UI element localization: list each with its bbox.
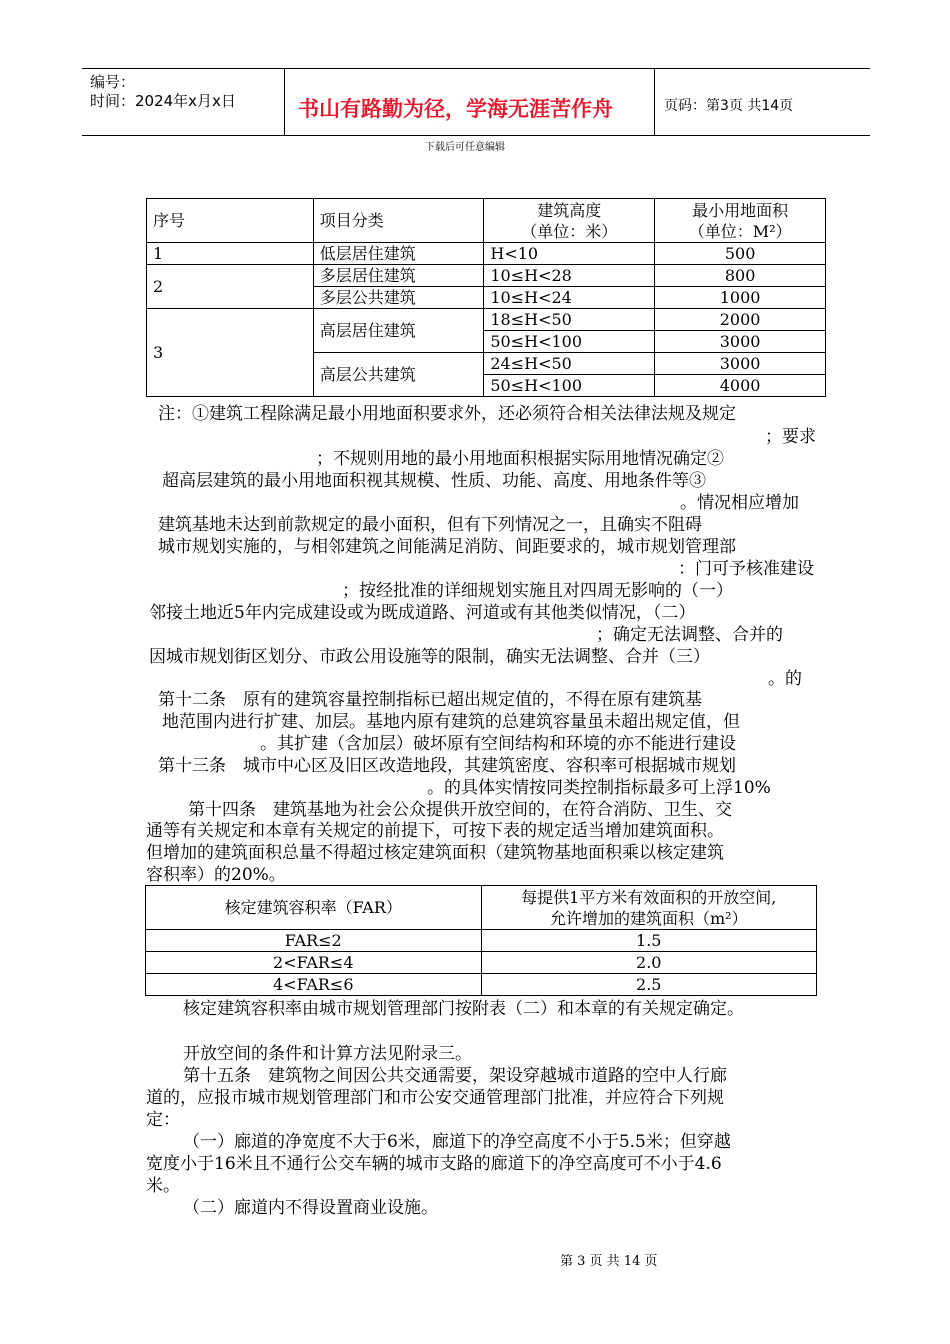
text-line: ：门可予核准建设 — [678, 559, 814, 579]
text-line: 但增加的建筑面积总量不得超过核定建筑面积（建筑物基地面积乘以核定建筑 — [146, 843, 724, 863]
text-line: ；确定无法调整、合并的 — [596, 625, 783, 645]
th-bonus: 每提供1平方米有效面积的开放空间, 允许增加的建筑面积（m²） — [481, 886, 816, 930]
text-line: 通等有关规定和本章有关规定的前提下，可按下表的规定适当增加建筑面积。 — [146, 821, 724, 841]
text-line: 地范围内进行扩建、加层。基地内原有建筑的总建筑容量虽未超出规定值，但 — [162, 712, 740, 732]
table-cell: 500 — [655, 243, 826, 265]
text-line: 定： — [146, 1110, 180, 1130]
table-cell: FAR≤2 — [146, 930, 482, 952]
table-cell: 1 — [147, 243, 314, 265]
footer-page-number: 第 3 页 共 14 页 — [560, 1254, 658, 1269]
text-line: 第十四条 建筑基地为社会公众提供开放空间的，在符合消防、卫生、交 — [188, 800, 732, 820]
text-line: 超高层建筑的最小用地面积视其规模、性质、功能、高度、用地条件等③ — [162, 471, 706, 491]
th-height: 建筑高度 （单位：米） — [484, 199, 655, 243]
text-line: 容积率）的20%。 — [146, 865, 286, 885]
table-cell: 多层公共建筑 — [313, 287, 484, 309]
table-cell: 3 — [147, 309, 314, 397]
text-line: 道的，应报市城市规划管理部门和市公安交通管理部门批准，并应符合下列规 — [146, 1088, 724, 1108]
text-line: 。其扩建（含加层）破坏原有空间结构和环境的亦不能进行建设 — [260, 734, 736, 754]
table-cell: 800 — [655, 265, 826, 287]
table-cell: 多层居住建筑 — [313, 265, 484, 287]
table-cell: 1.5 — [481, 930, 816, 952]
th-far: 核定建筑容积率（FAR） — [146, 886, 482, 930]
table-cell: 3000 — [655, 331, 826, 353]
table-cell: 2<FAR≤4 — [146, 952, 482, 974]
table-cell: H<10 — [484, 243, 655, 265]
min-area-table — [146, 198, 826, 397]
table-cell: 10≤H<24 — [484, 287, 655, 309]
table-cell: 24≤H<50 — [484, 353, 655, 375]
text-line: ；不规则用地的最小用地面积根据实际用地情况确定② — [316, 449, 724, 469]
text-line: 邻接土地近5年内完成建设或为既成道路、河道或有其他类似情况，（二） — [149, 603, 696, 623]
text-line: 第十五条 建筑物之间因公共交通需要，架设穿越城市道路的空中人行廊 — [183, 1066, 727, 1086]
text-line: 宽度小于16米且不通行公交车辆的城市支路的廊道下的净空高度可不小于4.6 — [146, 1154, 722, 1174]
text-line: 第十二条 原有的建筑容量控制指标已超出规定值的，不得在原有建筑基 — [158, 690, 702, 710]
text-line: 建筑基地未达到前款规定的最小面积，但有下列情况之一，且确实不阻碍 — [158, 515, 702, 535]
table-cell: 18≤H<50 — [484, 309, 655, 331]
table-cell: 50≤H<100 — [484, 375, 655, 397]
table-cell: 4000 — [655, 375, 826, 397]
text-line: 因城市规划街区划分、市政公用设施等的限制，确实无法调整、合并（三） — [149, 647, 710, 667]
text-line: 。情况相应增加 — [680, 493, 799, 513]
table-cell: 4<FAR≤6 — [146, 974, 482, 996]
th-seq: 序号 — [147, 199, 314, 243]
text-line: ；按经批准的详细规划实施且对四周无影响的（一） — [342, 581, 733, 601]
table-cell: 2 — [147, 265, 314, 309]
text-line: 开放空间的条件和计算方法见附录三。 — [183, 1044, 472, 1064]
table-cell: 低层居住建筑 — [313, 243, 484, 265]
text-line: （二）廊道内不得设置商业设施。 — [183, 1198, 438, 1218]
table-cell: 高层居住建筑 — [313, 309, 484, 353]
text-line: 。的 — [768, 669, 802, 689]
table-cell: 高层公共建筑 — [313, 353, 484, 397]
header-subnote: 下载后可任意编辑 — [425, 142, 505, 153]
table-cell: 3000 — [655, 353, 826, 375]
table-cell: 2.0 — [481, 952, 816, 974]
text-line: 注：①建筑工程除满足最小用地面积要求外，还必须符合相关法律法规及规定 — [158, 404, 736, 424]
doc-date-label: 时间：2024年x月x日 — [90, 92, 236, 110]
doc-number-label: 编号： — [90, 73, 136, 91]
th-area: 最小用地面积 （单位：M²） — [655, 199, 826, 243]
text-line: 。的具体实情按同类控制指标最多可上浮10% — [427, 778, 771, 798]
text-line: （一）廊道的净宽度不大于6米，廊道下的净空高度不小于5.5米；但穿越 — [183, 1132, 731, 1152]
th-category: 项目分类 — [313, 199, 484, 243]
text-line: 第十三条 城市中心区及旧区改造地段，其建筑密度、容积率可根据城市规划 — [158, 756, 736, 776]
table-cell: 10≤H<28 — [484, 265, 655, 287]
far-bonus-table — [145, 885, 817, 996]
table-cell: 50≤H<100 — [484, 331, 655, 353]
text-line: 城市规划实施的，与相邻建筑之间能满足消防、间距要求的，城市规划管理部 — [158, 537, 736, 557]
text-line: ；要求 — [765, 427, 816, 447]
text-line: 核定建筑容积率由城市规划管理部门按附表（二）和本章的有关规定确定。 — [183, 999, 744, 1019]
table-cell: 2.5 — [481, 974, 816, 996]
table-cell: 1000 — [655, 287, 826, 309]
text-line: 米。 — [146, 1176, 180, 1196]
header-motto: 书山有路勤为径，学海无涯苦作舟 — [298, 97, 613, 121]
table-cell: 2000 — [655, 309, 826, 331]
header-page-label: 页码：第3页 共14页 — [664, 98, 794, 114]
